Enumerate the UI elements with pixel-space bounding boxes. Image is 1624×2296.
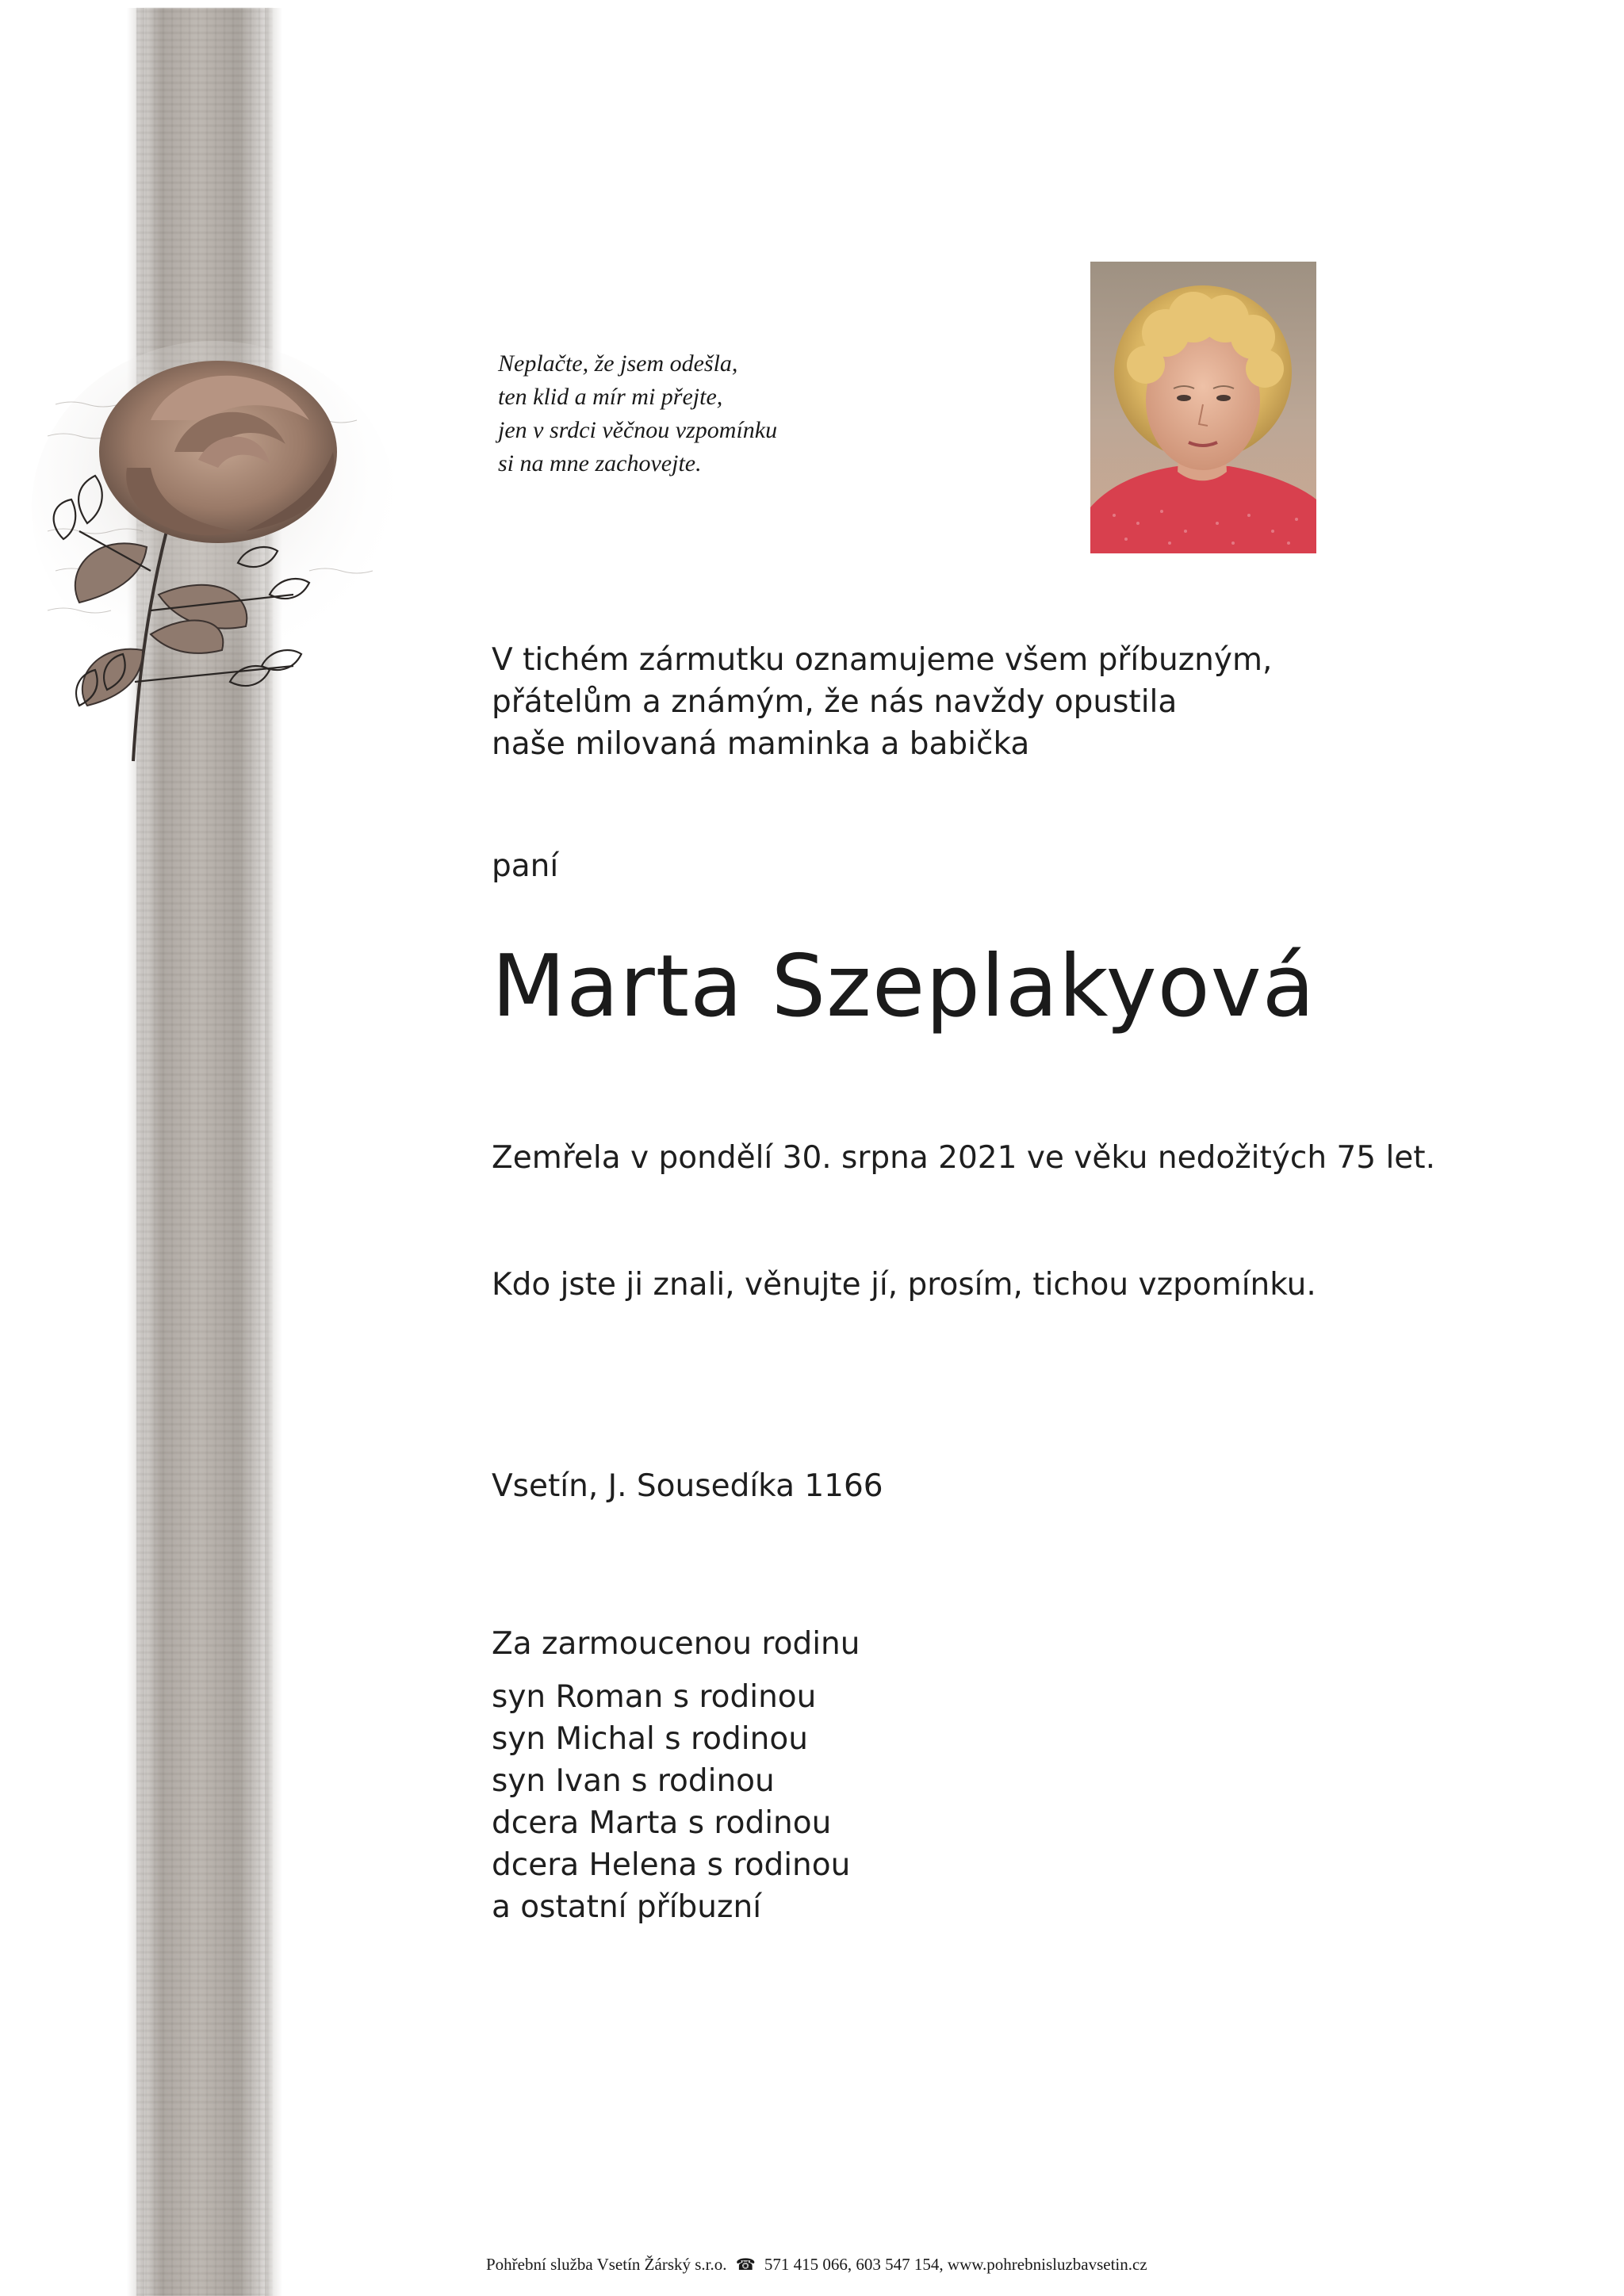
family-member: syn Michal s rodinou [492, 1721, 808, 1757]
death-info: Zemřela v pondělí 30. srpna 2021 ve věku nedožitých 75 let. [492, 1140, 1435, 1176]
family-member: dcera Marta s rodinou [492, 1805, 832, 1841]
announcement-line: přátelům a známým, že nás navždy opustila [492, 684, 1178, 720]
poem-line: ten klid a mír mi přejte, [498, 384, 723, 410]
portrait-photo-icon [1090, 262, 1316, 553]
announcement-line: V tichém zármutku oznamujeme všem příbuzným, [492, 642, 1273, 678]
family-heading: Za zarmoucenou rodinu [492, 1626, 860, 1662]
portrait-photo [1090, 262, 1316, 553]
family-member: a ostatní příbuzní [492, 1889, 762, 1925]
phone-icon: ☎ [735, 2255, 756, 2274]
poem [498, 347, 942, 480]
footer-company: Pohřební služba Vsetín Žárský s.r.o. [486, 2255, 727, 2274]
deceased-name: Marta Szeplakyová [492, 937, 1316, 1036]
family-list [492, 1623, 860, 1928]
footer-contact: 571 415 066, 603 547 154, www.pohrebnisluzbavsetin.cz [764, 2255, 1147, 2274]
announcement [492, 639, 1272, 765]
rose-icon [32, 333, 428, 777]
family-member: syn Roman s rodinou [492, 1679, 817, 1715]
announcement-line: naše milovaná maminka a babička [492, 726, 1030, 762]
family-member: syn Ivan s rodinou [492, 1763, 775, 1799]
footer [486, 2255, 1147, 2275]
poem-line: Neplačte, že jsem odešla, [498, 350, 738, 377]
remembrance-request: Kdo jste ji znali, věnujte jí, prosím, tichou vzpomínku. [492, 1267, 1316, 1303]
rose-decoration [32, 333, 428, 777]
address: Vsetín, J. Sousedíka 1166 [492, 1468, 883, 1504]
family-member: dcera Helena s rodinou [492, 1847, 851, 1883]
honorific: paní [492, 848, 559, 884]
poem-line: si na mne zachovejte. [498, 450, 702, 476]
poem-line: jen v srdci věčnou vzpomínku [498, 417, 778, 443]
